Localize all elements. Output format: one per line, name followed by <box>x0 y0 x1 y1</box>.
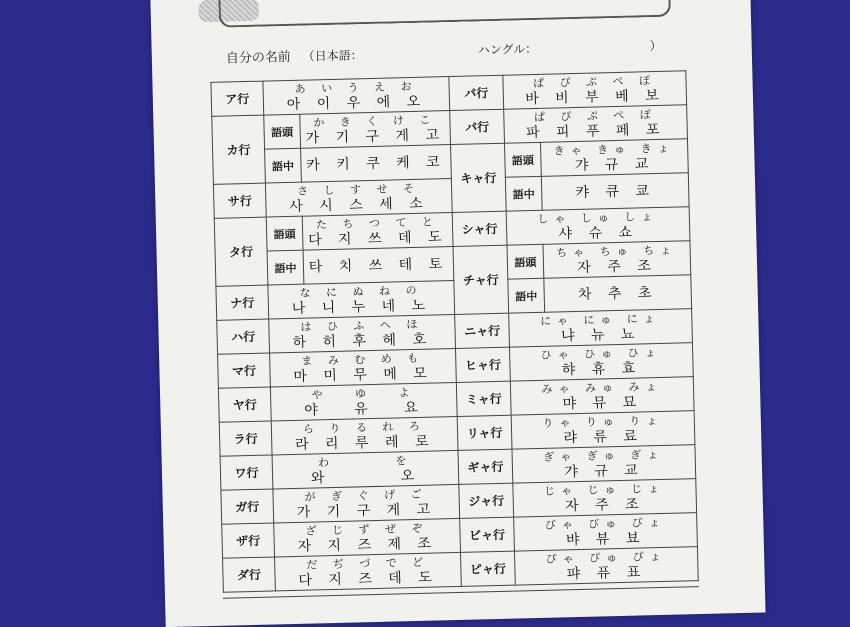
row-label: リャ行 <box>457 415 512 450</box>
footer-line <box>223 586 699 619</box>
hangul: 마 미 무 메 모 <box>293 365 434 385</box>
hangul: 타 치 쓰 테 토 <box>308 255 449 276</box>
kana: みゃ みゅ みょ <box>541 379 663 396</box>
kana-cell <box>270 348 457 387</box>
hangul: 가 기 구 게 고 <box>296 500 437 521</box>
kana-cell <box>509 309 693 347</box>
kana: じゃ じゅ じょ <box>543 481 666 498</box>
kana: ぱ ぴ ぷ ぺ ぽ <box>532 73 657 90</box>
kana: わ を <box>317 453 413 469</box>
row-label: ラ行 <box>219 421 272 456</box>
kana-hangul-table <box>210 70 698 592</box>
hangul: 자 주 조 <box>564 495 645 514</box>
top-box <box>218 0 671 28</box>
kana-cell <box>510 377 694 415</box>
row-label: キャ行 <box>451 143 507 212</box>
kana-cell <box>302 213 453 251</box>
kana-cell <box>541 173 689 211</box>
kana-cell <box>513 479 697 517</box>
hangul: 샤 슈 쇼 <box>558 223 639 242</box>
row-label: ダ行 <box>223 557 276 592</box>
kana-cell <box>503 71 687 109</box>
hangul: 파 피 푸 페 포 <box>525 121 666 141</box>
kana-cell <box>268 280 455 319</box>
close-paren: ） <box>649 38 662 54</box>
position-label: 語頭 <box>507 244 544 279</box>
name-title: 自分の名前 <box>225 49 292 67</box>
kana-cell <box>514 547 698 585</box>
row-label: ザ行 <box>222 523 275 558</box>
row-label: チャ行 <box>453 245 509 314</box>
hangul: 카 키 쿠 케 코 <box>306 153 446 174</box>
kana-cell <box>275 552 462 591</box>
row-label: ヤ行 <box>218 387 271 422</box>
row-label: ビャ行 <box>460 517 515 552</box>
row-label: ピャ行 <box>461 551 516 586</box>
kana: ら り る れ ろ <box>302 419 427 436</box>
kana: にゃ にゅ にょ <box>540 311 661 328</box>
name-row <box>226 35 726 66</box>
kana-cell <box>271 416 458 455</box>
kana: か き く け こ <box>313 112 437 129</box>
kana: ひゃ ひゅ ひょ <box>540 345 662 362</box>
row-label: ナ行 <box>216 285 269 320</box>
kana: さ し す せ そ <box>296 181 421 198</box>
kana-cell <box>303 247 454 285</box>
kana: や ゆ よ <box>311 385 416 402</box>
row-label: シャ行 <box>452 211 507 246</box>
kana-cell <box>544 275 692 313</box>
kana: ちゃ ちゅ ちょ <box>556 243 678 259</box>
hangul: 다 지 쓰 데 도 <box>307 228 448 249</box>
position-label: 語頭 <box>266 216 303 251</box>
hangul: 아 이 우 에 오 <box>286 93 427 113</box>
kana: りゃ りゅ りょ <box>542 413 664 430</box>
kana: た ち つ て と <box>315 214 440 231</box>
kana: ざ じ ず ぜ ぞ <box>305 521 429 538</box>
kana-cell <box>263 77 450 116</box>
kana-cell <box>506 207 690 245</box>
kana-cell <box>514 513 698 551</box>
row-label: ギャ行 <box>458 449 513 484</box>
row-label: ア行 <box>211 81 264 116</box>
kana: あ い う え お <box>294 79 418 96</box>
kana-cell <box>265 179 452 218</box>
hangul: 햐 휴 효 <box>561 359 642 378</box>
kana: だ ぢ づ で ど <box>306 555 430 572</box>
hangul: 사 시 스 세 소 <box>289 195 429 215</box>
hangul: 자 지 즈 제 조 <box>297 534 438 555</box>
hangul: 하 히 후 헤 호 <box>292 331 433 351</box>
kana-cell <box>512 445 696 483</box>
hangul: 먀 뮤 묘 <box>562 393 643 412</box>
kana: は ひ ふ へ ほ <box>300 317 424 334</box>
hangul: 차 추 초 <box>577 284 658 303</box>
kana-cell <box>511 411 695 449</box>
kana: きゃ きゅ きょ <box>553 141 675 158</box>
kana: ぴゃ ぴゅ ぴょ <box>545 549 667 566</box>
position-label: 語中 <box>505 176 542 211</box>
hangul: 퍄 퓨 표 <box>566 563 647 582</box>
kana-cell <box>272 450 459 489</box>
row-label: ミャ行 <box>456 381 511 416</box>
row-label: タ行 <box>214 217 268 286</box>
hangul: 가 기 구 게 고 <box>305 126 446 147</box>
row-label: ガ行 <box>221 489 274 524</box>
kana-cell <box>543 241 691 279</box>
hangul: 나 니 누 네 노 <box>291 297 432 317</box>
hangul: 갸 규 교 <box>574 155 655 174</box>
row-label: ヒャ行 <box>456 347 511 382</box>
kana-cell <box>274 518 461 557</box>
position-label: 語頭 <box>505 142 542 177</box>
hangul: 와 오 <box>310 467 421 487</box>
kana: しゃ しゅ しょ <box>537 209 659 226</box>
row-label: マ行 <box>218 353 271 388</box>
hangul: 갸 규 교 <box>564 461 644 480</box>
kana-cell <box>301 145 452 183</box>
hangul: 뱌 뷰 뵤 <box>565 529 646 548</box>
hangul: 바 비 부 베 보 <box>525 87 665 107</box>
hangul: 다 지 즈 데 도 <box>298 568 438 589</box>
worksheet-paper <box>150 0 765 627</box>
kana: な に ぬ ね の <box>299 283 423 300</box>
row-label: ジャ行 <box>459 483 514 518</box>
kana: が ぎ ぐ げ ご <box>304 487 428 504</box>
kana: ぎゃ ぎゅ ぎょ <box>543 447 665 464</box>
kana-cell <box>510 343 694 381</box>
hangul: 라 리 루 레 로 <box>294 433 435 453</box>
row-label: サ行 <box>213 183 266 218</box>
row-label: ニャ行 <box>455 313 510 348</box>
row-label: パ行 <box>450 109 505 144</box>
kana: ま み む め も <box>301 351 425 368</box>
hangul: 캬 큐 쿄 <box>575 182 656 201</box>
kana-cell <box>269 314 456 353</box>
kana: ぱ ぴ ぷ ぺ ぽ <box>533 107 657 124</box>
row-label: カ行 <box>212 115 266 184</box>
kana-cell <box>273 484 460 523</box>
hangul: 야 유 요 <box>304 399 424 419</box>
kana-cell <box>541 139 689 177</box>
kana-cell <box>270 382 457 421</box>
kana-cell <box>504 105 688 143</box>
position-label: 語中 <box>508 278 545 313</box>
kana-cell <box>300 111 451 149</box>
hangul-label: ハングル： <box>477 41 538 58</box>
kana: びゃ びゅ びょ <box>544 515 666 532</box>
hangul: 냐 뉴 뇨 <box>560 325 641 344</box>
position-label: 語中 <box>265 148 302 183</box>
row-label: パ行 <box>449 75 504 110</box>
japanese-label: （日本語： <box>302 48 363 64</box>
row-label: ハ行 <box>217 319 270 354</box>
row-label: ワ行 <box>220 455 273 490</box>
hangul: 랴 류 료 <box>563 427 644 446</box>
position-label: 語中 <box>267 250 304 285</box>
position-label: 語頭 <box>264 114 301 149</box>
hangul: 자 주 조 <box>577 257 657 276</box>
